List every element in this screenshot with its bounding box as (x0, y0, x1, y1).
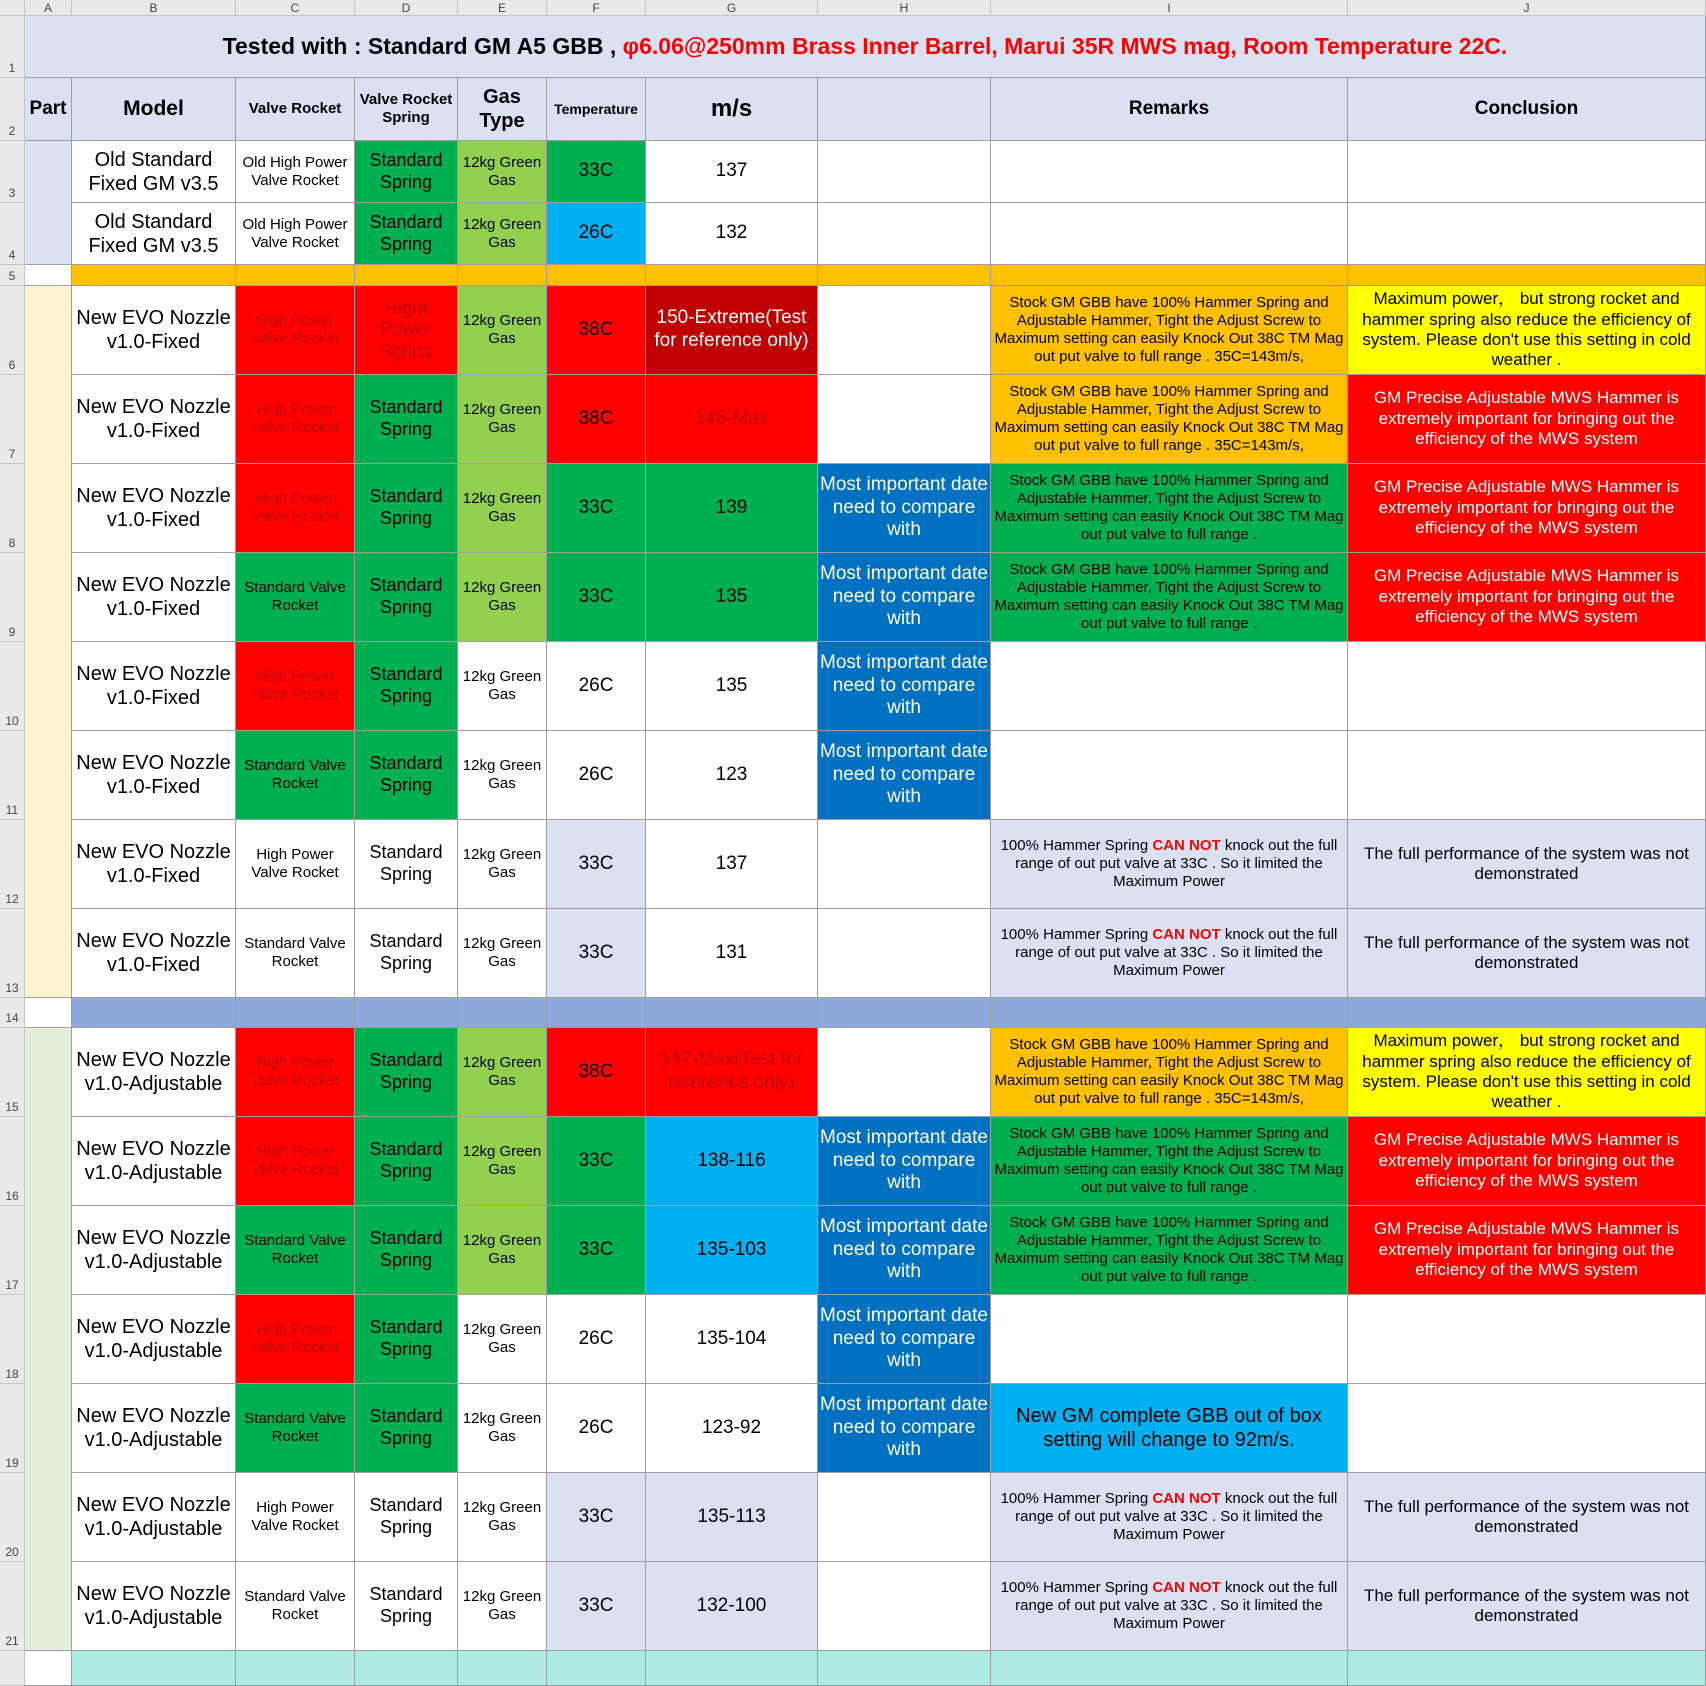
cell-r9-c[interactable]: Standard Valve Rocket (236, 553, 355, 642)
row-header-9[interactable]: 9 (0, 553, 25, 642)
cell-r13-h[interactable] (818, 909, 991, 998)
cell-r15-h[interactable] (818, 1028, 991, 1117)
cell-r20-c[interactable]: High Power Valve Rocket (236, 1473, 355, 1562)
cell-r3-f[interactable]: 33C (547, 141, 646, 203)
cell-r20-d[interactable]: Standard Spring (355, 1473, 458, 1562)
row-header-18[interactable]: 18 (0, 1295, 25, 1384)
cell-r21-c[interactable]: Standard Valve Rocket (236, 1562, 355, 1651)
cell-r18-e[interactable]: 12kg Green Gas (458, 1295, 547, 1384)
cell-r21-d[interactable]: Standard Spring (355, 1562, 458, 1651)
cell-r14-h[interactable] (818, 998, 991, 1028)
cell-r16-f[interactable]: 33C (547, 1117, 646, 1206)
cell-r4-h[interactable] (818, 203, 991, 265)
select-all-corner[interactable] (0, 0, 25, 16)
row-header-15[interactable]: 15 (0, 1028, 25, 1117)
cell-r6-b[interactable]: New EVO Nozzle v1.0-Fixed (72, 286, 236, 375)
cell-r18-g[interactable]: 135-104 (646, 1295, 818, 1384)
cell-r7-h[interactable] (818, 375, 991, 464)
cell-r17-d[interactable]: Standard Spring (355, 1206, 458, 1295)
cell-r3-h[interactable] (818, 141, 991, 203)
cell-r11-e[interactable]: 12kg Green Gas (458, 731, 547, 820)
row-header-8[interactable]: 8 (0, 464, 25, 553)
can-not-emphasis: CAN NOT (1152, 1579, 1221, 1596)
cell-r10-i[interactable] (991, 642, 1348, 731)
cell-r8-b[interactable]: New EVO Nozzle v1.0-Fixed (72, 464, 236, 553)
cell-r22-i[interactable] (991, 1651, 1348, 1686)
cell-r6-f[interactable]: 38C (547, 286, 646, 375)
cell-r9-h[interactable]: Most important date need to compare with (818, 553, 991, 642)
header-m-s[interactable]: m/s (646, 78, 818, 141)
cell-r13-e[interactable]: 12kg Green Gas (458, 909, 547, 998)
remark-fragment: 100% Hammer Spring (1000, 926, 1153, 943)
cell-r22-e[interactable] (458, 1651, 547, 1686)
cell-r17-i[interactable]: Stock GM GBB have 100% Hammer Spring and Adjustable Hammer, Tight the Adjust Screw to Maximum setting can easily Knock Out 38C TM Mag out put valve to full range . (991, 1206, 1348, 1295)
header-valve-rocket[interactable]: Valve Rocket (236, 78, 355, 141)
cell-r11-f[interactable]: 26C (547, 731, 646, 820)
cell-r18-j[interactable] (1348, 1295, 1706, 1384)
cell-r18-b[interactable]: New EVO Nozzle v1.0-Adjustable (72, 1295, 236, 1384)
cell-r5-h[interactable] (818, 265, 991, 286)
cell-r11-g[interactable]: 123 (646, 731, 818, 820)
cell-r14-j[interactable] (1348, 998, 1706, 1028)
row-header-6[interactable]: 6 (0, 286, 25, 375)
cell-r15-d[interactable]: Standard Spring (355, 1028, 458, 1117)
cell-r4-b[interactable]: Old Standard Fixed GM v3.5 (72, 203, 236, 265)
cell-r17-h[interactable]: Most important date need to compare with (818, 1206, 991, 1295)
cell-r20-b[interactable]: New EVO Nozzle v1.0-Adjustable (72, 1473, 236, 1562)
cell-r17-g[interactable]: 135-103 (646, 1206, 818, 1295)
cell-r14-f[interactable] (547, 998, 646, 1028)
cell-r7-e[interactable]: 12kg Green Gas (458, 375, 547, 464)
cell-r19-i[interactable]: New GM complete GBB out of box setting will change to 92m/s. (991, 1384, 1348, 1473)
cell-r14-b[interactable] (72, 998, 236, 1028)
cell-r10-c[interactable]: High Power Valve Rocket (236, 642, 355, 731)
cell-r19-f[interactable]: 26C (547, 1384, 646, 1473)
column-header-g[interactable]: G (646, 0, 818, 16)
cell-r13-c[interactable]: Standard Valve Rocket (236, 909, 355, 998)
cell-r8-h[interactable]: Most important date need to compare with (818, 464, 991, 553)
cell-r3-b[interactable]: Old Standard Fixed GM v3.5 (72, 141, 236, 203)
cell-r4-d[interactable]: Standard Spring (355, 203, 458, 265)
remark-text (993, 1490, 1345, 1544)
cell-r20-g[interactable]: 135-113 (646, 1473, 818, 1562)
cell-r20-e[interactable]: 12kg Green Gas (458, 1473, 547, 1562)
row-header-16[interactable]: 16 (0, 1117, 25, 1206)
cell-r8-c[interactable]: High Power Valve Rocket (236, 464, 355, 553)
remark-fragment: 100% Hammer Spring (1000, 1490, 1153, 1507)
cell-r8-g[interactable]: 139 (646, 464, 818, 553)
cell-r9-e[interactable]: 12kg Green Gas (458, 553, 547, 642)
cell-r11-b[interactable]: New EVO Nozzle v1.0-Fixed (72, 731, 236, 820)
part-group-gap-1[interactable] (25, 265, 72, 286)
cell-r7-j[interactable]: GM Precise Adjustable MWS Hammer is extremely important for bringing out the efficiency of the MWS system (1348, 375, 1706, 464)
cell-r17-c[interactable]: Standard Valve Rocket (236, 1206, 355, 1295)
cell-r13-d[interactable]: Standard Spring (355, 909, 458, 998)
cell-r14-g[interactable] (646, 998, 818, 1028)
cell-r10-f[interactable]: 26C (547, 642, 646, 731)
row-header-17[interactable]: 17 (0, 1206, 25, 1295)
cell-r14-c[interactable] (236, 998, 355, 1028)
cell-r22-j[interactable] (1348, 1651, 1706, 1686)
cell-r8-d[interactable]: Standard Spring (355, 464, 458, 553)
cell-r18-c[interactable]: High Power Valve Rocket (236, 1295, 355, 1384)
remark-fragment: knock out the full range of out put valve at 33C . So it limited the Maximum Power (1015, 837, 1338, 890)
cell-r4-e[interactable]: 12kg Green Gas (458, 203, 547, 265)
cell-r6-d[interactable]: Hight Power Spring (355, 286, 458, 375)
cell-r7-g[interactable]: 146-Max (646, 375, 818, 464)
remark-text (993, 1579, 1345, 1633)
cell-r22-h[interactable] (818, 1651, 991, 1686)
cell-r22-d[interactable] (355, 1651, 458, 1686)
cell-r4-c[interactable]: Old High Power Valve Rocket (236, 203, 355, 265)
cell-r15-c[interactable]: High Power Valve Rocket (236, 1028, 355, 1117)
cell-r8-e[interactable]: 12kg Green Gas (458, 464, 547, 553)
cell-r6-c[interactable]: High Power Valve Rocket (236, 286, 355, 375)
header-remarks[interactable]: Remarks (991, 78, 1348, 141)
cell-r7-i[interactable]: Stock GM GBB have 100% Hammer Spring and Adjustable Hammer, Tight the Adjust Screw to Maximum setting can easily Knock Out 38C TM Mag out put valve to full range . 35C=143m/s, (991, 375, 1348, 464)
cell-r12-j[interactable]: The full performance of the system was not demonstrated (1348, 820, 1706, 909)
part-group-old[interactable] (25, 141, 72, 265)
remark-text (993, 837, 1345, 891)
cell-r15-f[interactable]: 38C (547, 1028, 646, 1117)
row-header-3[interactable]: 3 (0, 141, 25, 203)
row-header-19[interactable]: 19 (0, 1384, 25, 1473)
column-header-b[interactable]: B (72, 0, 236, 16)
remark-fragment: knock out the full range of out put valve at 33C . So it limited the Maximum Power (1015, 1490, 1338, 1543)
cell-r12-i[interactable] (991, 820, 1348, 909)
cell-r17-j[interactable]: GM Precise Adjustable MWS Hammer is extremely important for bringing out the efficiency of the MWS system (1348, 1206, 1706, 1295)
title-black-text: Tested with : Standard GM A5 GBB , (222, 32, 623, 59)
cell-r13-i[interactable] (991, 909, 1348, 998)
cell-r3-i[interactable] (991, 141, 1348, 203)
cell-r18-i[interactable] (991, 1295, 1348, 1384)
column-header-c[interactable]: C (236, 0, 355, 16)
remark-fragment: knock out the full range of out put valve at 33C . So it limited the Maximum Power (1015, 926, 1338, 979)
cell-r16-j[interactable]: GM Precise Adjustable MWS Hammer is extremely important for bringing out the efficiency of the MWS system (1348, 1117, 1706, 1206)
row-header-2[interactable]: 2 (0, 78, 25, 141)
cell-r20-j[interactable]: The full performance of the system was not demonstrated (1348, 1473, 1706, 1562)
cell-r13-b[interactable]: New EVO Nozzle v1.0-Fixed (72, 909, 236, 998)
remark-fragment: 100% Hammer Spring (1000, 1579, 1153, 1596)
header-part[interactable]: Part (25, 78, 72, 141)
cell-r19-e[interactable]: 12kg Green Gas (458, 1384, 547, 1473)
cell-r10-d[interactable]: Standard Spring (355, 642, 458, 731)
title-red-text: φ6.06@250mm Brass Inner Barrel, Marui 35R MWS mag, Room Temperature 22C. (622, 32, 1508, 59)
cell-r4-g[interactable]: 132 (646, 203, 818, 265)
cell-r8-f[interactable]: 33C (547, 464, 646, 553)
row-header-21[interactable]: 21 (0, 1562, 25, 1651)
column-header-d[interactable]: D (355, 0, 458, 16)
column-header-e[interactable]: E (458, 0, 547, 16)
column-header-i[interactable]: I (991, 0, 1348, 16)
cell-r14-i[interactable] (991, 998, 1348, 1028)
cell-r12-b[interactable]: New EVO Nozzle v1.0-Fixed (72, 820, 236, 909)
cell-r5-g[interactable] (646, 265, 818, 286)
cell-r3-d[interactable]: Standard Spring (355, 141, 458, 203)
cell-r5-f[interactable] (547, 265, 646, 286)
cell-r14-e[interactable] (458, 998, 547, 1028)
cell-r22-g[interactable] (646, 1651, 818, 1686)
row-header-11[interactable]: 11 (0, 731, 25, 820)
cell-r7-d[interactable]: Standard Spring (355, 375, 458, 464)
cell-r15-b[interactable]: New EVO Nozzle v1.0-Adjustable (72, 1028, 236, 1117)
cell-r3-g[interactable]: 137 (646, 141, 818, 203)
row-header-10[interactable]: 10 (0, 642, 25, 731)
cell-r18-h[interactable]: Most important date need to compare with (818, 1295, 991, 1384)
cell-r12-c[interactable]: High Power Valve Rocket (236, 820, 355, 909)
cell-r20-f[interactable]: 33C (547, 1473, 646, 1562)
cell-r6-e[interactable]: 12kg Green Gas (458, 286, 547, 375)
cell-r6-i[interactable]: Stock GM GBB have 100% Hammer Spring and Adjustable Hammer, Tight the Adjust Screw to Maximum setting can easily Knock Out 38C TM Mag out put valve to full range . 35C=143m/s, (991, 286, 1348, 375)
cell-r17-f[interactable]: 33C (547, 1206, 646, 1295)
cell-r5-c[interactable] (236, 265, 355, 286)
cell-r3-j[interactable] (1348, 141, 1706, 203)
row-header-1[interactable]: 1 (0, 16, 25, 78)
cell-r3-e[interactable]: 12kg Green Gas (458, 141, 547, 203)
row-header-13[interactable]: 13 (0, 909, 25, 998)
cell-r3-c[interactable]: Old High Power Valve Rocket (236, 141, 355, 203)
cell-r12-f[interactable]: 33C (547, 820, 646, 909)
cell-r11-j[interactable] (1348, 731, 1706, 820)
cell-r13-f[interactable]: 33C (547, 909, 646, 998)
cell-r16-h[interactable]: Most important date need to compare with (818, 1117, 991, 1206)
cell-r14-d[interactable] (355, 998, 458, 1028)
cell-r19-g[interactable]: 123-92 (646, 1384, 818, 1473)
cell-r16-i[interactable]: Stock GM GBB have 100% Hammer Spring and Adjustable Hammer, Tight the Adjust Screw to Maximum setting can easily Knock Out 38C TM Mag out put valve to full range . (991, 1117, 1348, 1206)
cell-r16-c[interactable]: High Power Valve Rocket (236, 1117, 355, 1206)
cell-r21-g[interactable]: 132-100 (646, 1562, 818, 1651)
column-header-h[interactable]: H (818, 0, 991, 16)
cell-r4-f[interactable]: 26C (547, 203, 646, 265)
cell-r9-j[interactable]: GM Precise Adjustable MWS Hammer is extremely important for bringing out the efficiency of the MWS system (1348, 553, 1706, 642)
row-header-4[interactable]: 4 (0, 203, 25, 265)
cell-r20-i[interactable] (991, 1473, 1348, 1562)
part-group-gap-2[interactable] (25, 998, 72, 1028)
cell-r4-j[interactable] (1348, 203, 1706, 265)
remark-text (993, 926, 1345, 980)
part-group-fixed[interactable] (25, 286, 72, 998)
cell-r10-b[interactable]: New EVO Nozzle v1.0-Fixed (72, 642, 236, 731)
cell-r12-e[interactable]: 12kg Green Gas (458, 820, 547, 909)
row-header-5[interactable]: 5 (0, 265, 25, 286)
cell-r22-b[interactable] (72, 1651, 236, 1686)
cell-r8-i[interactable]: Stock GM GBB have 100% Hammer Spring and Adjustable Hammer, Tight the Adjust Screw to Maximum setting can easily Knock Out 38C TM Mag out put valve to full range . (991, 464, 1348, 553)
cell-r15-g[interactable]: 147-Max(Test for reference only) (646, 1028, 818, 1117)
cell-r11-d[interactable]: Standard Spring (355, 731, 458, 820)
cell-r11-h[interactable]: Most important date need to compare with (818, 731, 991, 820)
cell-r12-g[interactable]: 137 (646, 820, 818, 909)
cell-r10-h[interactable]: Most important date need to compare with (818, 642, 991, 731)
cell-r17-e[interactable]: 12kg Green Gas (458, 1206, 547, 1295)
cell-r9-g[interactable]: 135 (646, 553, 818, 642)
cell-r21-h[interactable] (818, 1562, 991, 1651)
row-header-7[interactable]: 7 (0, 375, 25, 464)
cell-r18-d[interactable]: Standard Spring (355, 1295, 458, 1384)
column-header-f[interactable]: F (547, 0, 646, 16)
cell-r8-j[interactable]: GM Precise Adjustable MWS Hammer is extremely important for bringing out the efficiency of the MWS system (1348, 464, 1706, 553)
header-gas-type[interactable]: Gas Type (458, 78, 547, 141)
part-group-gap-3[interactable] (25, 1651, 72, 1686)
cell-r6-j[interactable]: Maximum power， but strong rocket and hammer spring also reduce the efficiency of system. Please don't use this setting in cold weather . (1348, 286, 1706, 375)
cell-r10-e[interactable]: 12kg Green Gas (458, 642, 547, 731)
cell-r10-g[interactable]: 135 (646, 642, 818, 731)
cell-r22-f[interactable] (547, 1651, 646, 1686)
cell-r15-j[interactable]: Maximum power， but strong rocket and hammer spring also reduce the efficiency of system. Please don't use this setting in cold weather . (1348, 1028, 1706, 1117)
row-header-12[interactable]: 12 (0, 820, 25, 909)
can-not-emphasis: CAN NOT (1152, 1490, 1221, 1507)
cell-r12-d[interactable]: Standard Spring (355, 820, 458, 909)
column-header-j[interactable]: J (1348, 0, 1706, 16)
cell-r5-i[interactable] (991, 265, 1348, 286)
cell-r10-j[interactable] (1348, 642, 1706, 731)
cell-r13-j[interactable]: The full performance of the system was not demonstrated (1348, 909, 1706, 998)
cell-r7-b[interactable]: New EVO Nozzle v1.0-Fixed (72, 375, 236, 464)
cell-r9-b[interactable]: New EVO Nozzle v1.0-Fixed (72, 553, 236, 642)
cell-r15-i[interactable]: Stock GM GBB have 100% Hammer Spring and Adjustable Hammer, Tight the Adjust Screw to Maximum setting can easily Knock Out 38C TM Mag out put valve to full range . 35C=143m/s, (991, 1028, 1348, 1117)
header-valve-rocket-spring[interactable]: Valve Rocket Spring (355, 78, 458, 141)
header-blank[interactable] (818, 78, 991, 141)
cell-r21-i[interactable] (991, 1562, 1348, 1651)
can-not-emphasis: CAN NOT (1152, 926, 1221, 943)
cell-r9-i[interactable]: Stock GM GBB have 100% Hammer Spring and Adjustable Hammer, Tight the Adjust Screw to Maximum setting can easily Knock Out 38C TM Mag out put valve to full range . (991, 553, 1348, 642)
can-not-emphasis: CAN NOT (1152, 837, 1221, 854)
header-temperature[interactable]: Temperature (547, 78, 646, 141)
cell-r19-b[interactable]: New EVO Nozzle v1.0-Adjustable (72, 1384, 236, 1473)
cell-r21-f[interactable]: 33C (547, 1562, 646, 1651)
cell-r18-f[interactable]: 26C (547, 1295, 646, 1384)
cell-r6-h[interactable] (818, 286, 991, 375)
cell-r21-j[interactable]: The full performance of the system was not demonstrated (1348, 1562, 1706, 1651)
cell-r16-d[interactable]: Standard Spring (355, 1117, 458, 1206)
cell-r22-c[interactable] (236, 1651, 355, 1686)
row-header-20[interactable]: 20 (0, 1473, 25, 1562)
cell-r21-e[interactable]: 12kg Green Gas (458, 1562, 547, 1651)
column-header-a[interactable]: A (25, 0, 72, 16)
cell-r13-g[interactable]: 131 (646, 909, 818, 998)
cell-r16-g[interactable]: 138-116 (646, 1117, 818, 1206)
cell-r5-b[interactable] (72, 265, 236, 286)
cell-r21-b[interactable]: New EVO Nozzle v1.0-Adjustable (72, 1562, 236, 1651)
cell-r5-d[interactable] (355, 265, 458, 286)
cell-r19-h[interactable]: Most important date need to compare with (818, 1384, 991, 1473)
cell-r6-g[interactable]: 150-Extreme(Test for reference only) (646, 286, 818, 375)
cell-r16-e[interactable]: 12kg Green Gas (458, 1117, 547, 1206)
cell-r15-e[interactable]: 12kg Green Gas (458, 1028, 547, 1117)
cell-r5-j[interactable] (1348, 265, 1706, 286)
cell-r19-c[interactable]: Standard Valve Rocket (236, 1384, 355, 1473)
cell-r17-b[interactable]: New EVO Nozzle v1.0-Adjustable (72, 1206, 236, 1295)
cell-r16-b[interactable]: New EVO Nozzle v1.0-Adjustable (72, 1117, 236, 1206)
cell-r4-i[interactable] (991, 203, 1348, 265)
cell-r9-d[interactable]: Standard Spring (355, 553, 458, 642)
cell-r7-f[interactable]: 38C (547, 375, 646, 464)
header-model[interactable]: Model (72, 78, 236, 141)
cell-r7-c[interactable]: High Power Valve Rocket (236, 375, 355, 464)
part-group-adjustable[interactable] (25, 1028, 72, 1651)
row-header-next[interactable] (0, 1651, 25, 1686)
header-conclusion[interactable]: Conclusion (1348, 78, 1706, 141)
cell-r19-j[interactable] (1348, 1384, 1706, 1473)
remark-fragment: knock out the full range of out put valve at 33C . So it limited the Maximum Power (1015, 1579, 1338, 1632)
cell-r5-e[interactable] (458, 265, 547, 286)
remark-fragment: 100% Hammer Spring (1000, 837, 1153, 854)
title-cell[interactable] (25, 16, 1706, 78)
cell-r20-h[interactable] (818, 1473, 991, 1562)
cell-r11-i[interactable] (991, 731, 1348, 820)
cell-r12-h[interactable] (818, 820, 991, 909)
row-header-14[interactable]: 14 (0, 998, 25, 1028)
cell-r9-f[interactable]: 33C (547, 553, 646, 642)
cell-r11-c[interactable]: Standard Valve Rocket (236, 731, 355, 820)
cell-r19-d[interactable]: Standard Spring (355, 1384, 458, 1473)
